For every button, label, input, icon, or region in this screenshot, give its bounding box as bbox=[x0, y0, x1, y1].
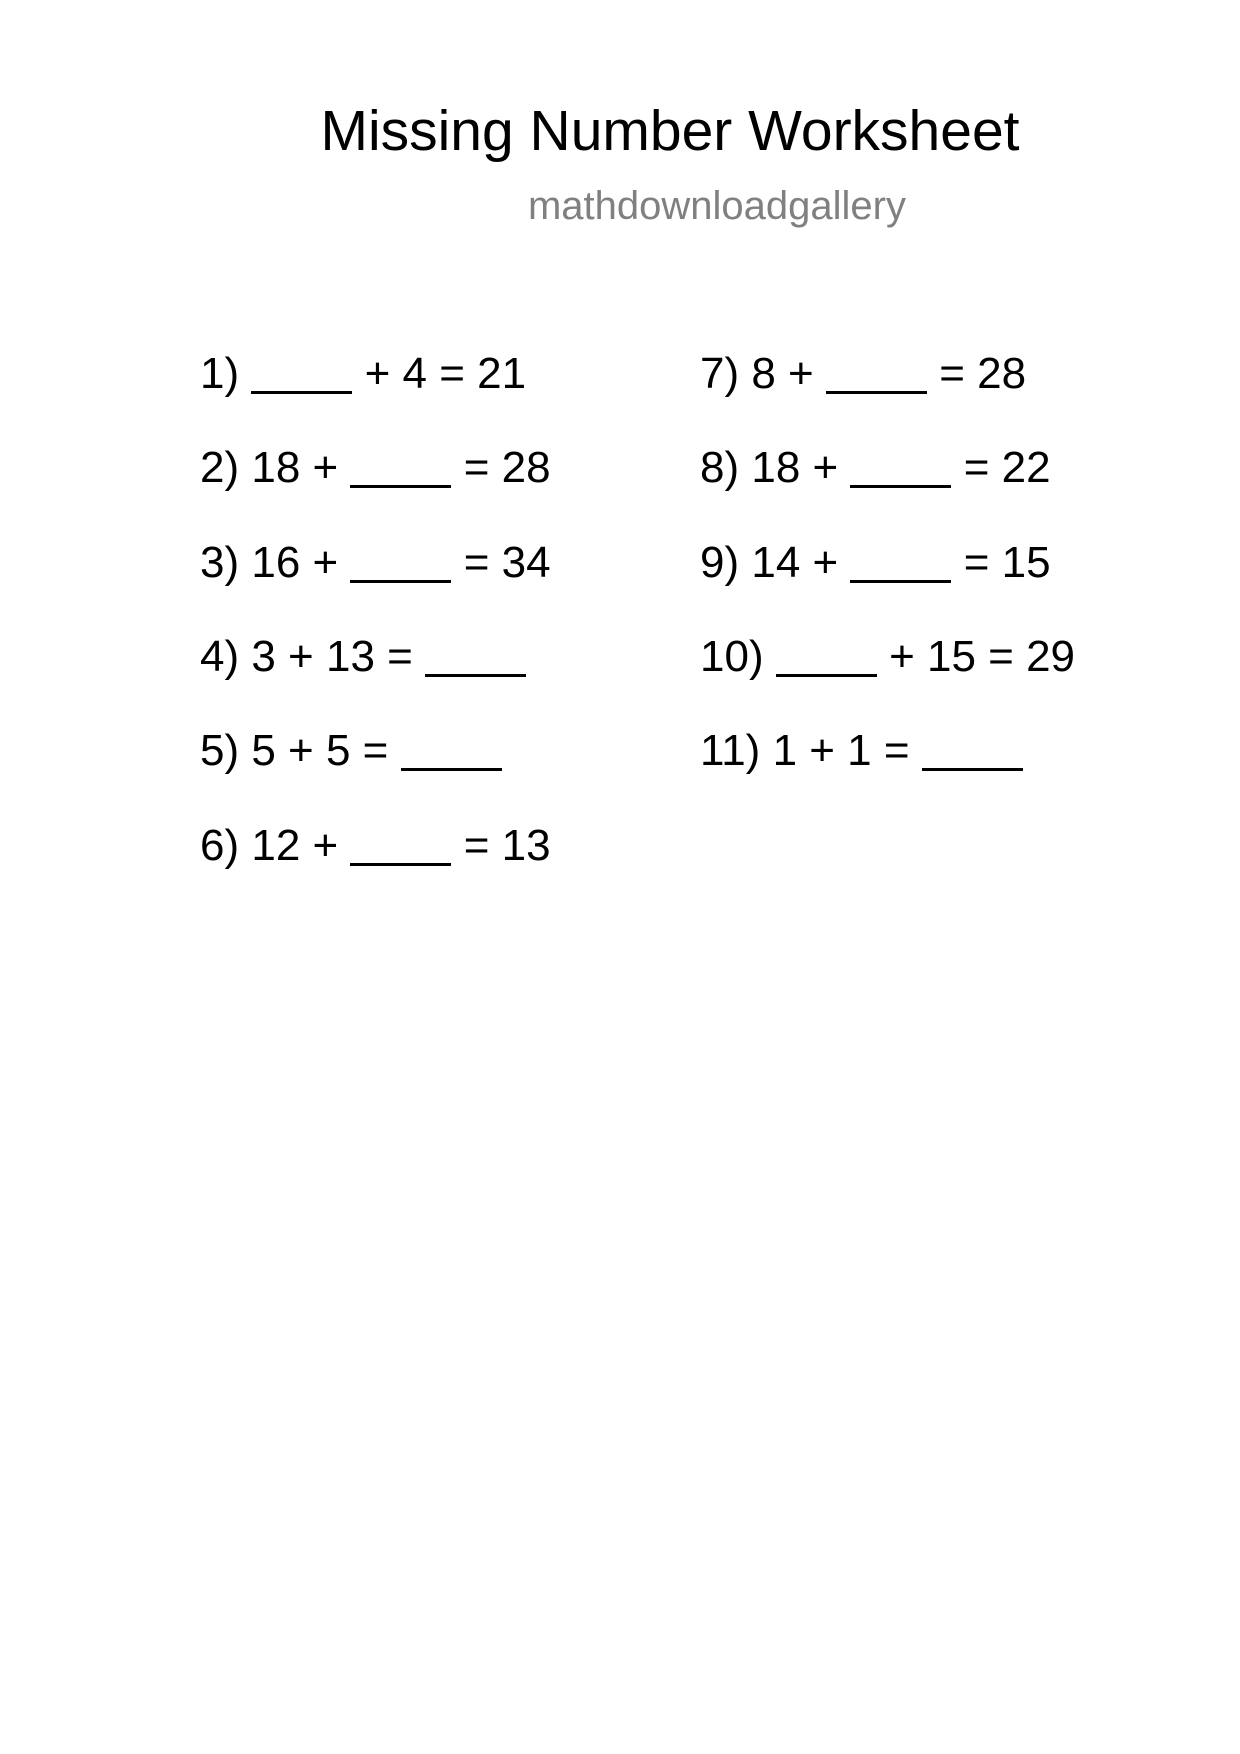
problem-3 bbox=[200, 537, 551, 589]
answer-blank[interactable] bbox=[350, 580, 451, 583]
problem-7 bbox=[700, 348, 1026, 400]
problem-number: 4) bbox=[200, 632, 240, 681]
problem-4 bbox=[200, 631, 526, 683]
answer-blank[interactable] bbox=[425, 674, 526, 677]
problem-expression: 8 + bbox=[751, 349, 814, 398]
problem-expression: 5 + 5 = bbox=[251, 726, 389, 775]
problem-number: 3) bbox=[200, 538, 240, 587]
problem-number: 1) bbox=[200, 349, 240, 398]
problem-number: 10) bbox=[700, 632, 764, 681]
answer-blank[interactable] bbox=[401, 768, 502, 771]
problem-expression: 16 + bbox=[251, 538, 339, 587]
problem-expression: = 22 bbox=[963, 443, 1051, 492]
problem-expression: = 28 bbox=[939, 349, 1027, 398]
problem-number: 5) bbox=[200, 726, 240, 775]
problem-9 bbox=[700, 537, 1051, 589]
problem-5 bbox=[200, 725, 502, 777]
answer-blank[interactable] bbox=[826, 391, 927, 394]
problem-number: 11) bbox=[700, 726, 761, 775]
problem-2 bbox=[200, 442, 551, 494]
problem-10 bbox=[700, 631, 1075, 683]
problem-number: 8) bbox=[700, 443, 740, 492]
worksheet-title: Missing Number Worksheet bbox=[320, 99, 1020, 163]
problem-11 bbox=[700, 725, 1023, 777]
answer-blank[interactable] bbox=[350, 863, 451, 866]
answer-blank[interactable] bbox=[350, 485, 451, 488]
problem-number: 7) bbox=[700, 349, 740, 398]
answer-blank[interactable] bbox=[922, 768, 1023, 771]
answer-blank[interactable] bbox=[776, 674, 877, 677]
problem-number: 9) bbox=[700, 538, 740, 587]
problem-number: 6) bbox=[200, 821, 240, 870]
answer-blank[interactable] bbox=[850, 485, 951, 488]
problem-1 bbox=[200, 348, 526, 400]
problem-expression: 18 + bbox=[251, 443, 339, 492]
problem-expression: 1 + 1 = bbox=[772, 726, 910, 775]
problem-expression: 18 + bbox=[751, 443, 839, 492]
answer-blank[interactable] bbox=[850, 580, 951, 583]
problem-expression: + 15 = 29 bbox=[889, 632, 1076, 681]
problem-expression: = 15 bbox=[963, 538, 1051, 587]
problem-expression: 3 + 13 = bbox=[251, 632, 413, 681]
problem-expression: = 28 bbox=[463, 443, 551, 492]
problem-expression: 12 + bbox=[251, 821, 339, 870]
problem-expression: = 13 bbox=[463, 821, 551, 870]
worksheet-subtitle: mathdownloadgallery bbox=[527, 184, 906, 228]
problem-number: 2) bbox=[200, 443, 240, 492]
problem-expression: + 4 = 21 bbox=[364, 349, 527, 398]
problem-expression: 14 + bbox=[751, 538, 839, 587]
problem-8 bbox=[700, 442, 1051, 494]
problem-6 bbox=[200, 820, 551, 872]
answer-blank[interactable] bbox=[251, 391, 352, 394]
problem-expression: = 34 bbox=[463, 538, 551, 587]
